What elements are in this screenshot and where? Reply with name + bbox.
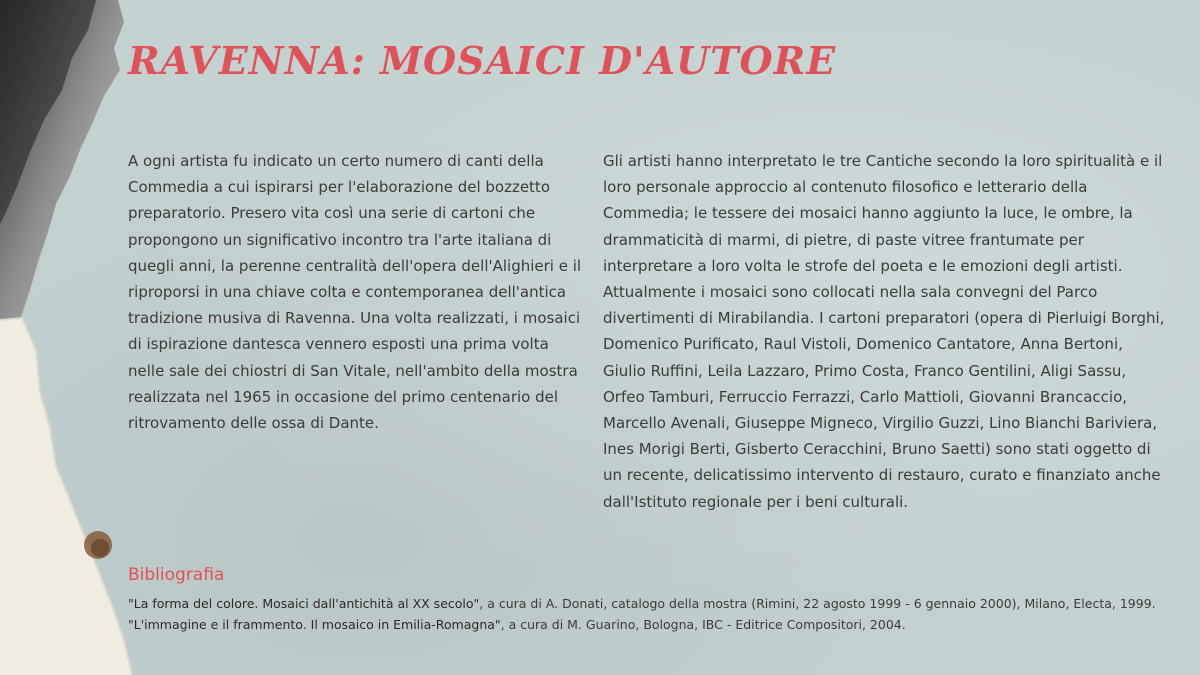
body-text-left: A ogni artista fu indicato un certo numero di canti della Commedia a cui ispirarsi per l'elaborazione del bozzetto preparatorio. Presero vita così una serie di cartoni che propongono un significativo incontro tra l'arte italiana di quegli anni, la perenne centralità dell'opera dell'Alighieri e il riproporsi in una chiave colta e contemporanea dell'antica tradizione musiva di Ravenna. Una volta realizzati, i mosaici di ispirazione dantesca vennero esposti una prima volta nelle sale dei chiostri di San Vitale, nell'ambito della mostra realizzata nel 1965 in occasione del primo centenario del ritrovamento delle ossa di Dante. bbox=[128, 152, 582, 433]
bibliography-entry bbox=[128, 614, 1188, 635]
page-title: RAVENNA: MOSAICI D'AUTORE bbox=[128, 38, 837, 83]
bibliography-heading: Bibliografia bbox=[128, 565, 225, 585]
torn-paper-decoration bbox=[0, 0, 140, 675]
body-text-right: Gli artisti hanno interpretato le tre Cantiche secondo la loro spiritualità e il loro personale approccio al contenuto filosofico e letterario della Commedia; le tessere dei mosaici hanno aggiunto la luce, le ombre, la drammaticità di marmi, di pietre, di paste vitree frantumate per interpretare a loro volta le strofe del poeta e le emozioni degli artisti. Attualmente i mosaici sono collocati nella sala convegni del Parco divertimenti di Mirabilandia. I cartoni preparatori (opera di Pierluigi Borghi, Domenico Purificato, Raul Vistoli, Domenico Cantatore, Anna Bertoni, Giulio Ruffini, Leila Lazzaro, Primo Costa, Franco Gentilini, Aligi Sassu, Orfeo Tamburi, Ferruccio Ferrazzi, Carlo Mattioli, Giovanni Brancaccio, Marcello Avenali, Giuseppe Migneco, Virgilio Guzzi, Lino Bianchi Bariviera, Ines Morigi Berti, Gisberto Ceracchini, Bruno Saetti) sono stati oggetto di un recente, delicatissimo intervento di restauro, curato e finanziato anche dall'Istituto regionale per i beni culturali. bbox=[603, 152, 1165, 511]
bibliography-entry bbox=[128, 593, 1188, 614]
bibliography-title: "L'immagine e il frammento. Il mosaico in Emilia-Romagna" bbox=[128, 617, 501, 632]
bibliography-title: "La forma del colore. Mosaici dall'antichità al XX secolo" bbox=[128, 596, 480, 611]
bibliography-details: , a cura di M. Guarino, Bologna, IBC - Editrice Compositori, 2004. bbox=[500, 617, 906, 632]
bibliography-list bbox=[128, 593, 1188, 635]
bibliography-details: , a cura di A. Donati, catalogo della mostra (Rimini, 22 agosto 1999 - 6 gennaio 2000), Milano, Electa, 1999. bbox=[479, 596, 1156, 611]
